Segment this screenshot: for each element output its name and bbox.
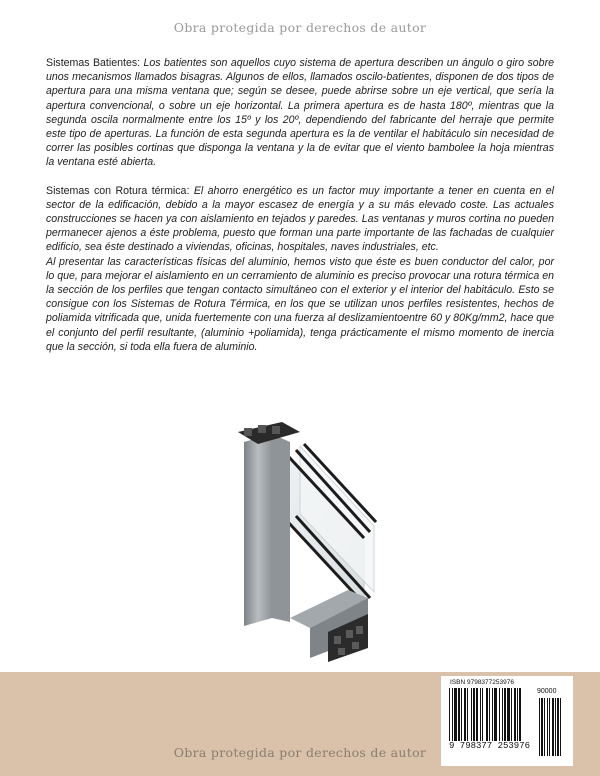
paragraph-rotura-termica: [46, 184, 554, 255]
isbn-digits: 9 798377 253976: [449, 741, 531, 751]
body-text: [46, 56, 554, 354]
isbn-label: ISBN 9798377253976: [450, 679, 514, 686]
body-sistemas-batientes: Los batientes son aquellos cuyo sistema de apertura describen un ángulo o giro sobre unos mecanismos llamados bisagras. Algunos de ellos, llamados oscilo-batientes, disponen de dos tipos de apertura para una misma ventana que; según se desee, puede abrirse sobre un eje vertical, que sería la apertura convencional, o sobre un eje horizontal. La primera apertura es de hasta 180º, mientras que la segunda oscila normalmente entre los 15º y los 20º, dependiendo del fabricante del herraje que permite este tipo de aperturas. La función de esta segunda apertura es la de ventilar el habitáculo sin necesidad de correr las posibles cortinas que disponga la ventana y la de evitar que el viento bambolee la hoja mientras la ventana esté abierta.: [46, 57, 554, 169]
watermark-bottom: Obra protegida por derechos de autor: [173, 745, 427, 760]
lead-sistemas-batientes: Sistemas Batientes:: [46, 57, 144, 69]
price-code: 90000: [537, 688, 557, 695]
window-profile-illustration: [228, 422, 378, 662]
paragraph-aluminio: Al presentar las características físicas del aluminio, hemos visto que éste es buen conductor del calor, por lo que, para mejorar el aislamiento en un cerramiento de aluminio es preciso provocar una rotura térmica en la sección de los perfiles que tengan contacto simultáneo con el exterior y el interior del habitáculo. Esto se consigue con los Sistemas de Rotura Térmica, en los que se utilizan unos perfiles resistentes, hechos de poliamida vitrificada que, unida fuertemente con una fuerza al deslizamientoentre 60 y 80Kg/mm2, hace que el conjunto del perfil resultante, (aluminio +poliamida), tenga prácticamente el mismo momento de inercia que la sección, si toda ella fuera de aluminio.: [46, 255, 554, 353]
watermark-top: Obra protegida por derechos de autor: [173, 20, 427, 35]
body-rotura-termica: El ahorro energético es un factor muy importante a tener en cuenta en el sector de la edificación, debido a la mayor escasez de energía y a su más elevado coste. Las actuales construcciones se hacen ya con aislamiento en tejados y paredes. Las ventanas y muros cortina no pueden permanecer ajenos a éste problema, puesto que forman una parte importante de las fachadas de cualquier edificio, sea éste destinado a viviendas, oficinas, hospitales, naves industriales, etc.: [46, 184, 555, 254]
paragraph-sistemas-batientes: [46, 56, 554, 170]
lead-rotura-termica: Sistemas con Rotura térmica:: [46, 184, 194, 197]
